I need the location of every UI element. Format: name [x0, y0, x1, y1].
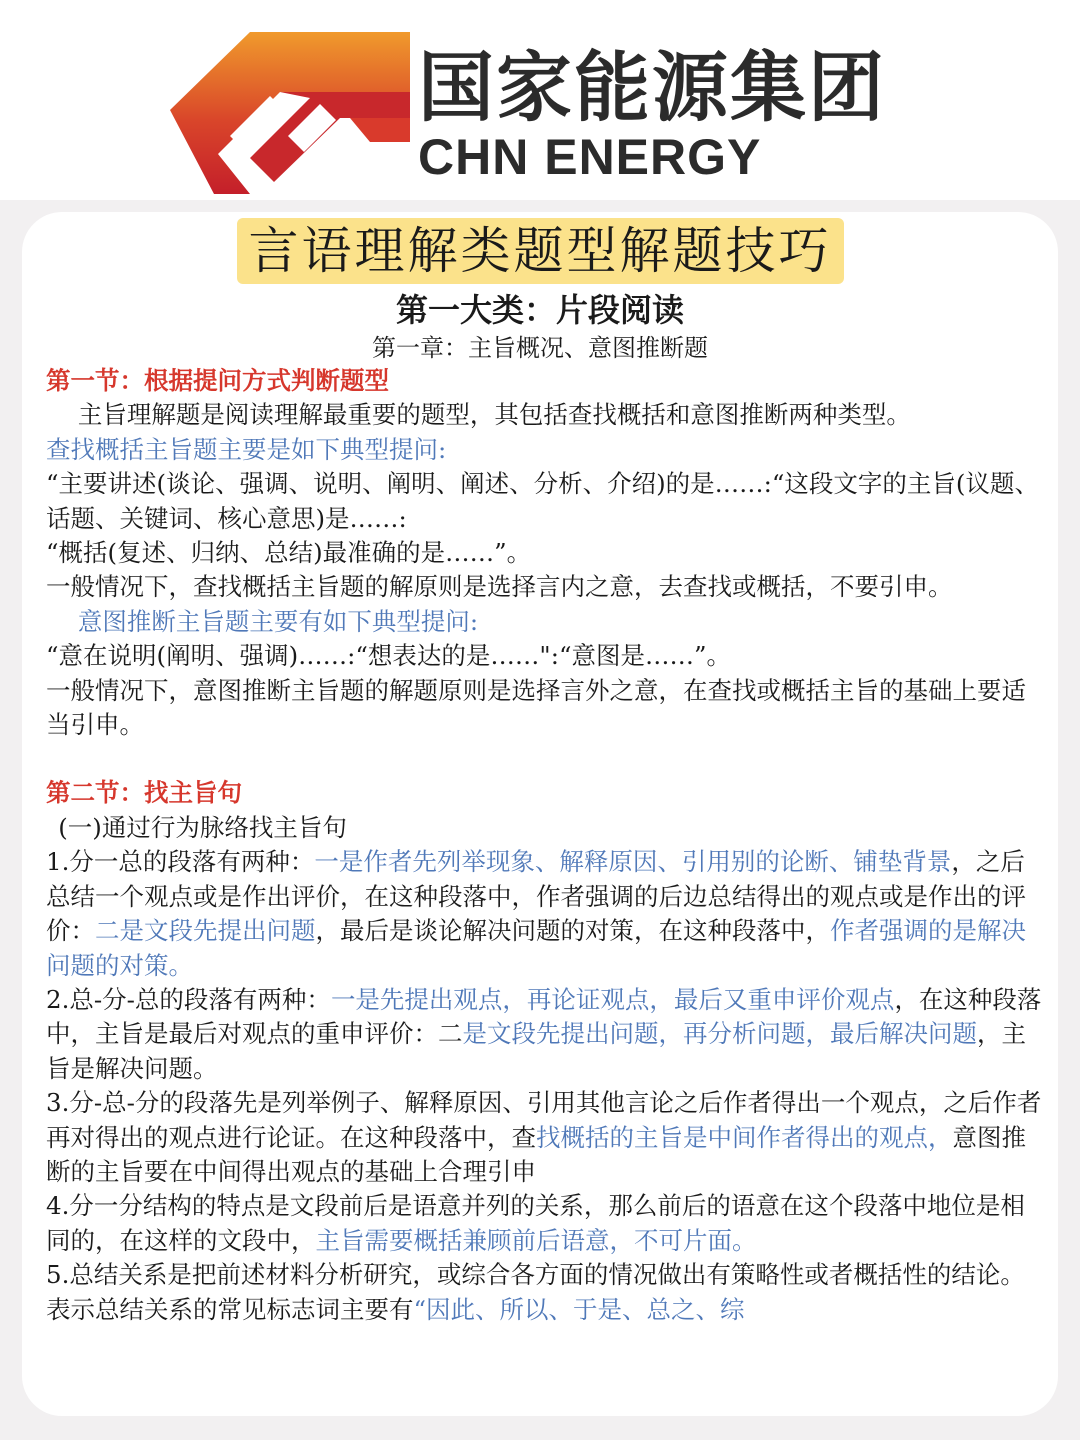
- logo-chinese-name: 国家能源集团: [418, 43, 886, 132]
- page-title: 言语理解类题型解题技巧: [237, 218, 844, 284]
- section-gap: [46, 742, 1046, 776]
- p5-a: 5.总结关系是把前述材料分析研究，或综合各方面的情况做出有策略性或者概括性的结论。表示总结关系的常见标志词主要有: [46, 1260, 1025, 1324]
- section2-subheading: (一)通过行为脉络找主旨句: [58, 812, 347, 842]
- p3-a: 3.分-总-分的段落先是列举例子、解释原因、引用其他言论之后作者得出一个观点，之后作者再对得出的观点进行论证。在这种段落中，查: [46, 1088, 1042, 1152]
- find-question-label: 查找概括主旨题主要是如下典型提问:: [46, 434, 447, 464]
- p2-a: 2.总-分-总的段落有两种：: [46, 984, 331, 1014]
- p1-b: 一是作者先列举现象、解释原因、引用别的论断、铺垫背景: [314, 847, 952, 877]
- p2-e: ，主旨是解决问题。: [46, 1019, 1026, 1083]
- intent-question-example: “意在说明(阐明、强调)……:“想表达的是……":“意图是……”。: [46, 641, 731, 671]
- document-body: [46, 364, 1046, 1327]
- chn-energy-logo-icon: [170, 32, 410, 194]
- p2-b: 一是先提出观点，再论证观点，最后又重申评价观点: [330, 984, 895, 1014]
- find-question-example-1: “主要讲述(谈论、强调、说明、阐明、阐述、分析、介绍)的是……:“这段文字的主旨(议题、话题、关键词、核心意思)是……:: [46, 469, 1039, 533]
- p1-c: ，之后总结一个观点或是作出评价，在这种段落中，作者强调的后边总结得出的观点或是作出的评价：: [46, 847, 1026, 946]
- intent-question-label: 意图推断主旨题主要有如下典型提问:: [77, 606, 479, 636]
- p3-c: 意图推断的主旨要在中间得出观点的基础上合理引申: [46, 1122, 1026, 1186]
- p1-d: 二是文段先提出问题: [95, 916, 316, 946]
- title-wrap: [22, 218, 1058, 284]
- p2-d: 是文段先提出问题，再分析问题，最后解决问题: [462, 1019, 977, 1049]
- paragraph-1: [46, 845, 1046, 983]
- p3-b: 找概括的主旨是中间作者得出的观点，: [536, 1122, 953, 1152]
- p4-b: 主旨需要概括兼顾前后语意，不可片面。: [315, 1225, 757, 1255]
- find-question-rule: 一般情况下，查找概括主旨题的解原则是选择言内之意，去查找或概括，不要引申。: [46, 572, 953, 602]
- section1-heading: 第一节：根据提问方式判断题型: [46, 366, 389, 395]
- find-question-example-2: “概括(复述、归纳、总结)最准确的是……”。: [46, 538, 532, 568]
- header-banner: [0, 0, 1080, 200]
- logo-english-name: CHN ENERGY: [418, 129, 762, 185]
- paragraph-5: [46, 1258, 1046, 1327]
- paragraph-4: [46, 1189, 1046, 1258]
- p5-b: “因此、所以、于是、总之、综: [413, 1294, 745, 1324]
- p2-c: ，在这种段落中，主旨是最后对观点的重申评价：二: [46, 984, 1042, 1049]
- chapter-heading: 第一章：主旨概况、意图推断题: [372, 334, 708, 362]
- p1-e: ，最后是谈论解决问题的对策，在这种段落中，: [315, 916, 830, 946]
- intent-question-rule: 一般情况下，意图推断主旨题的解题原则是选择言外之意，在查找或概括主旨的基础上要适当引申。: [46, 675, 1026, 740]
- content-card: [22, 212, 1058, 1416]
- paragraph-2: [46, 983, 1046, 1086]
- section2-heading: 第二节：找主旨句: [46, 778, 242, 808]
- p1-f: 作者强调的是解决问题的对策。: [46, 916, 1026, 980]
- p4-a: 4.分一分结构的特点是文段前后是语意并列的关系，那么前后的语意在这个段落中地位是相同的，在这样的文段中，: [46, 1191, 1025, 1255]
- section1-intro: 主旨理解题是阅读理解最重要的题型，其包括查找概括和意图推断两种类型。: [77, 400, 911, 430]
- category-heading: 第一大类：片段阅读: [395, 291, 684, 329]
- p1-a: 1.分一总的段落有两种：: [46, 847, 315, 877]
- paragraph-3: [46, 1086, 1046, 1189]
